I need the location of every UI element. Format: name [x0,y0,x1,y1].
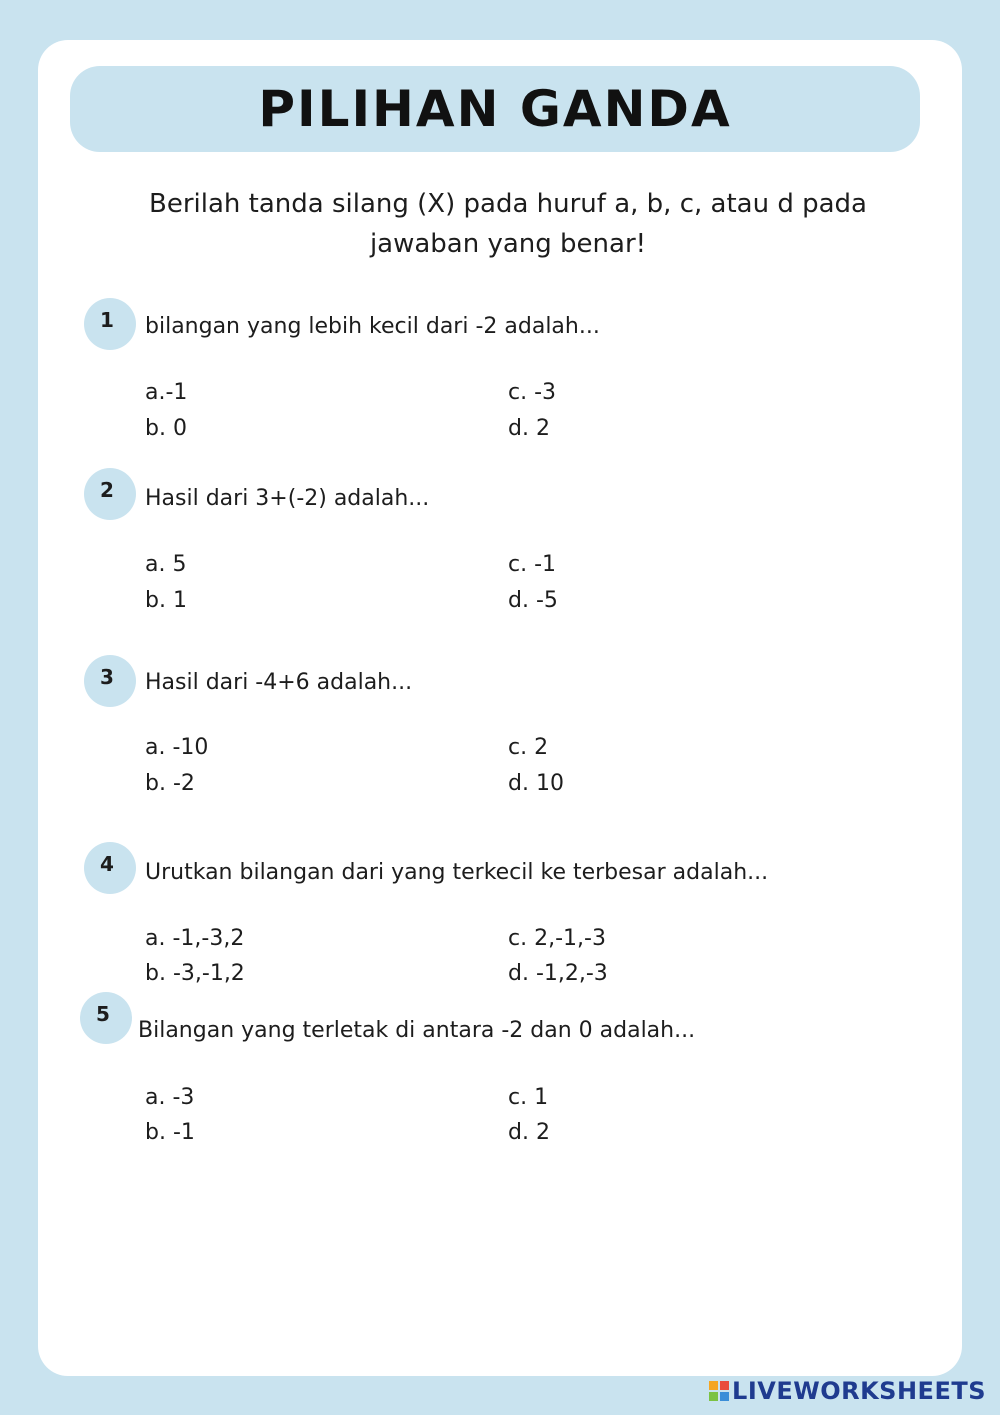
option-d[interactable]: d. 10 [508,771,564,796]
option-c[interactable]: c. 2 [508,735,549,760]
question-number-badge [84,468,136,520]
question-number: 1 [100,308,114,332]
option-d[interactable]: d. -5 [508,588,558,613]
instruction-line-1: Berilah tanda silang (X) pada huruf a, b, c, atau d pada [149,189,867,219]
option-d[interactable]: d. -1,2,-3 [508,961,608,986]
option-c[interactable]: c. -1 [508,552,557,577]
question-number: 3 [100,665,114,689]
logo-square-e [720,1392,729,1401]
page-title: PILIHAN GANDA [258,80,732,138]
question-text: Urutkan bilangan dari yang terkecil ke terbesar adalah... [145,860,769,885]
option-b[interactable]: b. 1 [145,588,187,613]
liveworksheets-logo[interactable] [709,1377,986,1405]
option-a[interactable]: a. -1,-3,2 [145,926,245,951]
option-a[interactable]: a.-1 [145,380,188,405]
option-b[interactable]: b. -1 [145,1120,195,1145]
option-a[interactable]: a. -3 [145,1085,195,1110]
logo-square-v [709,1392,718,1401]
instruction-line-2: jawaban yang benar! [369,229,647,259]
option-c[interactable]: c. 1 [508,1085,549,1110]
option-c[interactable]: c. 2,-1,-3 [508,926,606,951]
option-a[interactable]: a. -10 [145,735,209,760]
question-number-badge [84,842,136,894]
question-number-badge [84,298,136,350]
logo-square-l [709,1381,718,1390]
question-number-badge [80,992,132,1044]
question-text: Bilangan yang terletak di antara -2 dan 0 adalah... [138,1018,696,1043]
question-text: Hasil dari 3+(-2) adalah... [145,486,430,511]
title-banner [70,66,920,152]
option-d[interactable]: d. 2 [508,416,550,441]
logo-square-i [720,1381,729,1390]
option-a[interactable]: a. 5 [145,552,187,577]
option-b[interactable]: b. -2 [145,771,195,796]
question-number-badge [84,655,136,707]
question-number: 4 [100,852,114,876]
option-b[interactable]: b. -3,-1,2 [145,961,245,986]
logo-icon [709,1381,729,1401]
question-text: Hasil dari -4+6 adalah... [145,670,413,695]
option-c[interactable]: c. -3 [508,380,557,405]
logo-text: LIVEWORKSHEETS [732,1377,986,1405]
option-d[interactable]: d. 2 [508,1120,550,1145]
instruction [100,184,916,264]
question-number: 2 [100,478,114,502]
option-b[interactable]: b. 0 [145,416,187,441]
question-text: bilangan yang lebih kecil dari -2 adalah... [145,314,600,339]
question-number: 5 [96,1002,110,1026]
